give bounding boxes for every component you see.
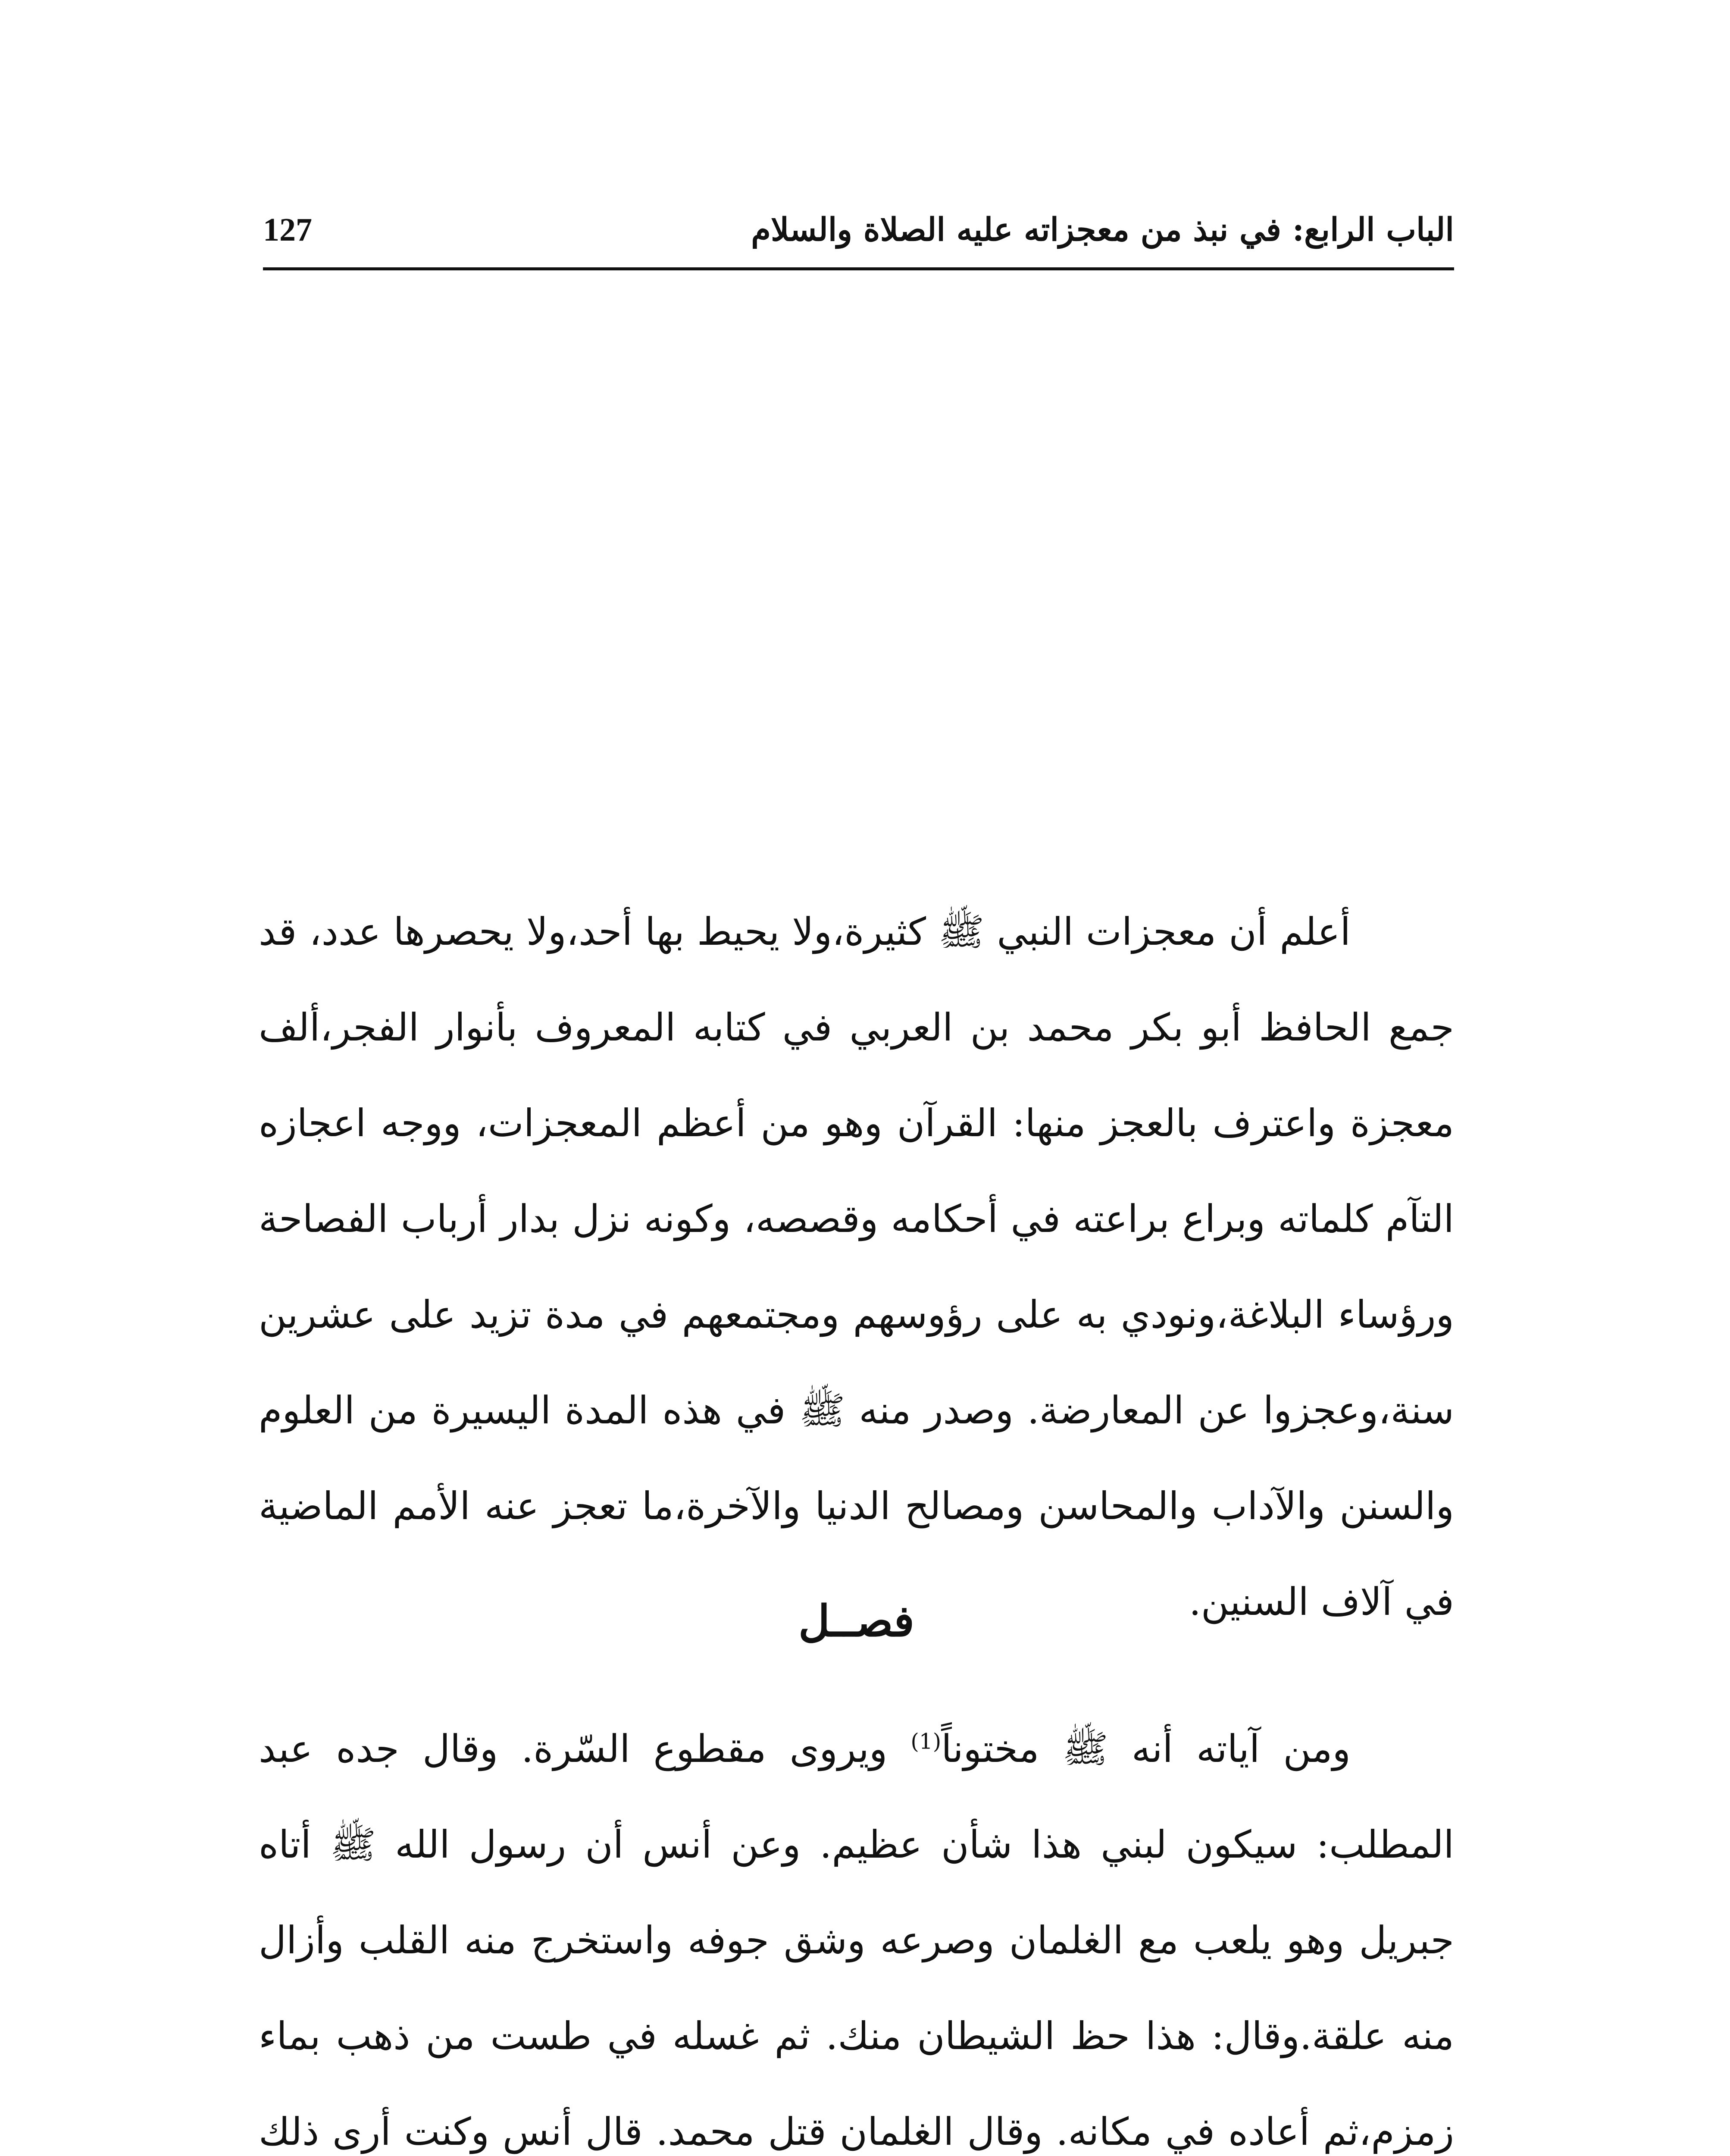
paragraph-signs xyxy=(259,1701,1454,2156)
paragraph-signs-start: ومن آياته أنه ﷺ مختوناً xyxy=(941,1727,1351,1771)
footnote-marker[interactable]: (1) xyxy=(910,1729,942,1754)
paragraph-signs-rest: ويروى مقطوع السّرة. وقال جده عبد المطلب: سيكون لبني هذا شأن عظيم. وعن أنس أن رسول الله ﷺ أتاه جبريل وهو يلعب مع الغلمان وصرعه وشق جوفه واستخرج منه القلب وأزال منه علقة.وقال: هذا حظ الشيطان منك. ثم غسله في طست من ذهب بماء زمزم،ثم أعاده في مكانه. وقال الغلمان قتل محمد. قال أنس وكنت أرى ذلك xyxy=(259,1727,1454,2154)
paragraph-miracles-intro: أعلم أن معجزات النبي ﷺ كثيرة،ولا يحيط بها أحد،ولا يحصرها عدد، قد جمع الحافظ أبو بكر محمد بن العربي في كتابه المعروف بأنوار الفجر،ألف معجزة واعترف بالعجز منها: القرآن وهو من أعظم المعجزات، ووجه اعجازه التآم كلماته وبراع براعته في أحكامه وقصصه، وكونه نزل بدار أرباب الفصاحة ورؤساء البلاغة،ونودي به على رؤوسهم ومجتمعهم في مدة تزيد على عشرين سنة،وعجزوا عن المعارضة. وصدر منه ﷺ في هذه المدة اليسيرة من العلوم والسنن والآداب والمحاسن ومصالح الدنيا والآخرة،ما تعجز عنه الأمم الماضية في آلاف السنين. xyxy=(259,909,1455,1624)
running-title: الباب الرابع: في نبذ من معجزاته عليه الصلاة والسلام xyxy=(751,211,1454,248)
section-heading: فصــل xyxy=(798,1595,914,1646)
page-number: 127 xyxy=(263,212,312,248)
running-header xyxy=(263,203,1454,270)
